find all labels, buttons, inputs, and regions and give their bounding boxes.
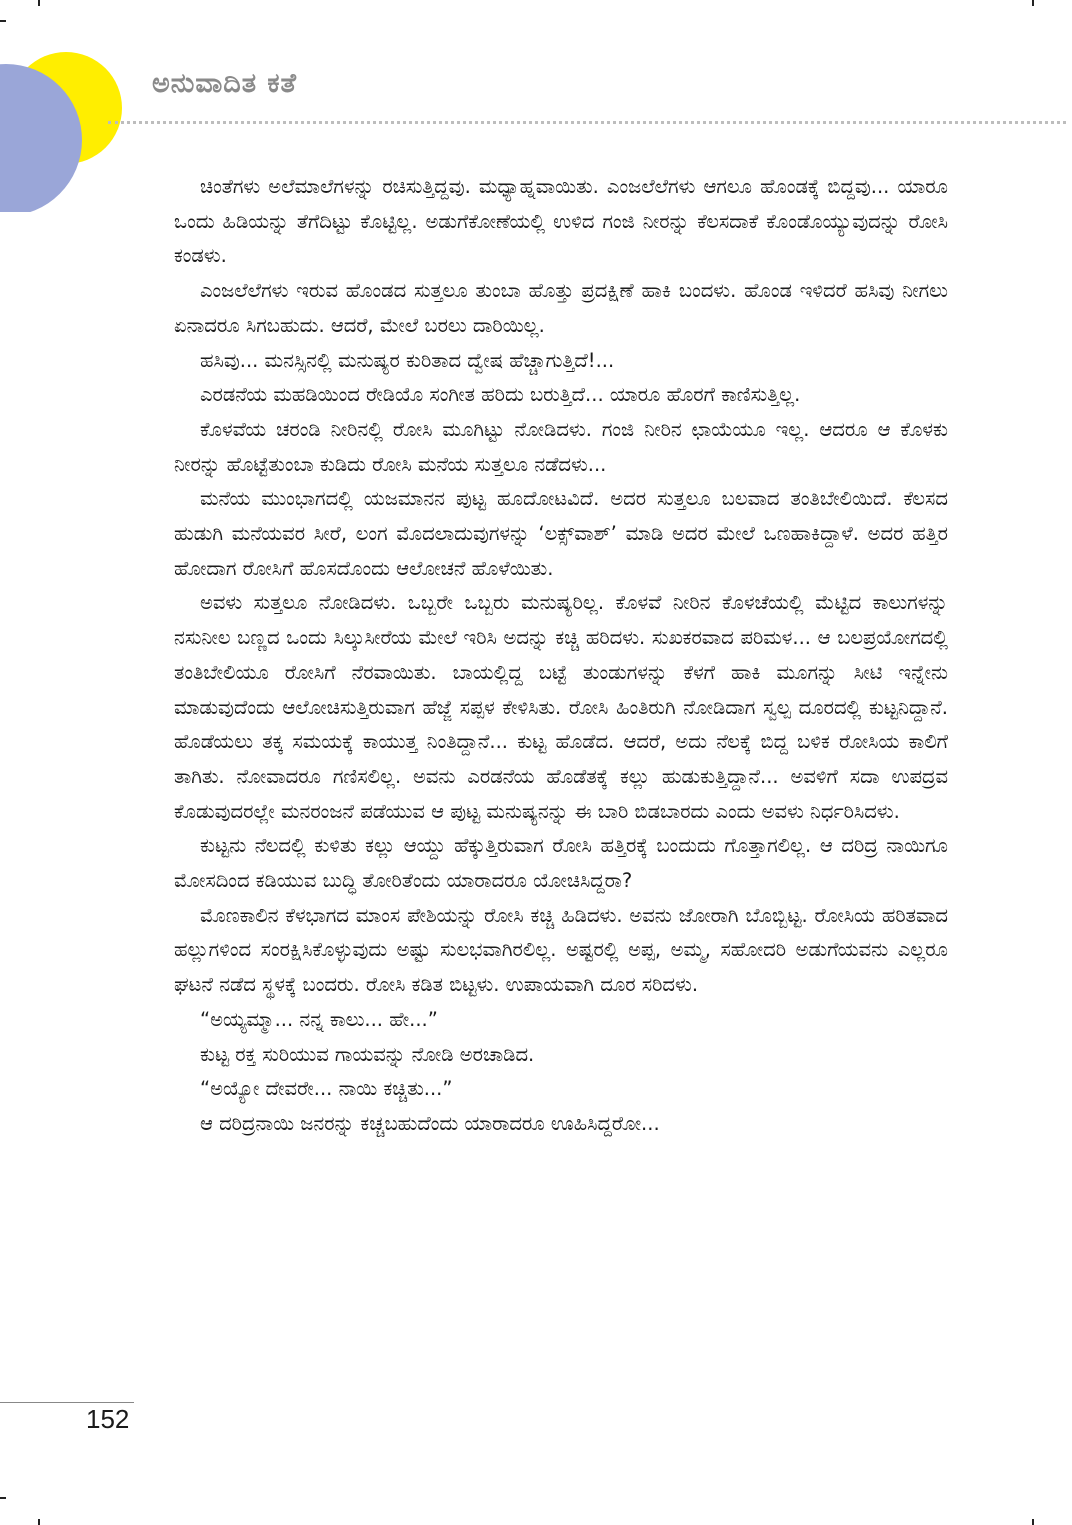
decorative-circles (0, 52, 140, 212)
story-body (174, 170, 948, 1142)
crop-mark-bottom-right (1032, 1519, 1034, 1525)
crop-mark-bottom-left (0, 1497, 6, 1499)
crop-mark-bottom-left-vertical (38, 1519, 40, 1525)
story-paragraph: ಅವಳು ಸುತ್ತಲೂ ನೋಡಿದಳು. ಒಬ್ಬರೇ ಒಬ್ಬರು ಮನುಷ್ಯರಿಲ್ಲ. ಕೊಳವೆ ನೀರಿನ ಕೊಳಚೆಯಲ್ಲಿ ಮೆಟ್ಟಿದ ಕಾಲುಗಳನ್ನು ನಸುನೀಲ ಬಣ್ಣದ ಒಂದು ಸಿಲ್ಕುಸೀರೆಯ ಮೇಲೆ ಇರಿಸಿ ಅದನ್ನು ಕಚ್ಚಿ ಹರಿದಳು. ಸುಖಕರವಾದ ಪರಿಮಳ... ಆ ಬಲಪ್ರಯೋಗದಲ್ಲಿ ತಂತಿಬೇಲಿಯೂ ರೋಸಿಗೆ ನೆರವಾಯಿತು. ಬಾಯಲ್ಲಿದ್ದ ಬಟ್ಟೆ ತುಂಡುಗಳನ್ನು ಕೆಳಗೆ ಹಾಕಿ ಮೂಗನ್ನು ಸೀಟಿ ಇನ್ನೇನು ಮಾಡುವುದೆಂದು ಆಲೋಚಿಸುತ್ತಿರುವಾಗ ಹೆಜ್ಜೆ ಸಪ್ಪಳ ಕೇಳಿಸಿತು. ರೋಸಿ ಹಿಂತಿರುಗಿ ನೋಡಿದಾಗ ಸ್ವಲ್ಪ ದೂರದಲ್ಲಿ ಕುಟ್ಟನಿದ್ದಾನೆ. ಹೊಡೆಯಲು ತಕ್ಕ ಸಮಯಕ್ಕೆ ಕಾಯುತ್ತ ನಿಂತಿದ್ದಾನೆ... ಕುಟ್ಟ ಹೊಡೆದ. ಆದರೆ, ಅದು ನೆಲಕ್ಕೆ ಬಿದ್ದ ಬಳಿಕ ರೋಸಿಯ ಕಾಲಿಗೆ ತಾಗಿತು. ನೋವಾದರೂ ಗಣಿಸಲಿಲ್ಲ. ಅವನು ಎರಡನೆಯ ಹೊಡೆತಕ್ಕೆ ಕಲ್ಲು ಹುಡುಕುತ್ತಿದ್ದಾನೆ... ಅವಳಿಗೆ ಸದಾ ಉಪದ್ರವ ಕೊಡುವುದರಲ್ಲೇ ಮನರಂಜನೆ ಪಡೆಯುವ ಆ ಪುಟ್ಟ ಮನುಷ್ಯನನ್ನು ಈ ಬಾರಿ ಬಿಡಬಾರದು ಎಂದು ಅವಳು ನಿರ್ಧರಿಸಿದಳು. (174, 591, 948, 823)
story-paragraph: ಎಂಜಲೆಲೆಗಳು ಇರುವ ಹೊಂಡದ ಸುತ್ತಲೂ ತುಂಬಾ ಹೊತ್ತು ಪ್ರದಕ್ಷಿಣೆ ಹಾಕಿ ಬಂದಳು. ಹೊಂಡ ಇಳಿದರೆ ಹಸಿವು ನೀಗಲು ಏನಾದರೂ ಸಿಗಬಹುದು. ಆದರೆ, ಮೇಲೆ ಬರಲು ದಾರಿಯಿಲ್ಲ. (174, 279, 948, 337)
story-paragraph: ಆ ದರಿದ್ರನಾಯಿ ಜನರನ್ನು ಕಚ್ಚಬಹುದೆಂದು ಯಾರಾದರೂ ಊಹಿಸಿದ್ದರೋ... (200, 1111, 660, 1135)
story-paragraph: ಮೊಣಕಾಲಿನ ಕೆಳಭಾಗದ ಮಾಂಸ ಪೇಶಿಯನ್ನು ರೋಸಿ ಕಚ್ಚಿ ಹಿಡಿದಳು. ಅವನು ಜೋರಾಗಿ ಬೊಬ್ಬಿಟ್ಟ. ರೋಸಿಯ ಹರಿತವಾದ ಹಲ್ಲುಗಳಿಂದ ಸಂರಕ್ಷಿಸಿಕೊಳ್ಳುವುದು ಅಷ್ಟು ಸುಲಭವಾಗಿರಲಿಲ್ಲ. ಅಷ್ಟರಲ್ಲಿ ಅಪ್ಪ, ಅಮ್ಮ, ಸಹೋದರಿ ಅಡುಗೆಯವನು ಎಲ್ಲರೂ ಘಟನೆ ನಡೆದ ಸ್ಥಳಕ್ಕೆ ಬಂದರು. ರೋಸಿ ಕಡಿತ ಬಿಟ್ಟಳು. ಉಪಾಯವಾಗಿ ದೂರ ಸರಿದಳು. (174, 903, 948, 997)
story-paragraph: ಕೊಳವೆಯ ಚರಂಡಿ ನೀರಿನಲ್ಲಿ ರೋಸಿ ಮೂಗಿಟ್ಟು ನೋಡಿದಳು. ಗಂಜಿ ನೀರಿನ ಛಾಯೆಯೂ ಇಲ್ಲ. ಆದರೂ ಆ ಕೊಳಕು ನೀರನ್ನು ಹೊಟ್ಟೆತುಂಬಾ ಕುಡಿದು ರೋಸಿ ಮನೆಯ ಸುತ್ತಲೂ ನಡೆದಳು... (174, 417, 948, 476)
page-number: 152 (86, 1404, 130, 1434)
story-paragraph: ಎರಡನೆಯ ಮಹಡಿಯಿಂದ ರೇಡಿಯೊ ಸಂಗೀತ ಹರಿದು ಬರುತ್ತಿದೆ... ಯಾರೂ ಹೊರಗೆ ಕಾಣಿಸುತ್ತಿಲ್ಲ. (200, 383, 801, 407)
story-paragraph: ಕುಟ್ಟ ರಕ್ತ ಸುರಿಯುವ ಗಾಯವನ್ನು ನೋಡಿ ಅರಚಾಡಿದ. (200, 1042, 535, 1066)
section-title: ಅನುವಾದಿತ ಕತೆ (152, 68, 297, 99)
story-paragraph: ಹಸಿವು... ಮನಸ್ಸಿನಲ್ಲಿ ಮನುಷ್ಯರ ಕುರಿತಾದ ದ್ವೇಷ ಹೆಚ್ಚಾಗುತ್ತಿದೆ!... (200, 348, 615, 372)
page-number-rule (0, 1402, 134, 1403)
story-paragraph: ಚಿಂತೆಗಳು ಅಲೆಮಾಲೆಗಳನ್ನು ರಚಿಸುತ್ತಿದ್ದವು. ಮಧ್ಯಾಹ್ನವಾಯಿತು. ಎಂಜಲೆಲೆಗಳು ಆಗಲೂ ಹೊಂಡಕ್ಕೆ ಬಿದ್ದವು... ಯಾರೂ ಒಂದು ಹಿಡಿಯನ್ನು ತೆಗೆದಿಟ್ಟು ಕೊಟ್ಟಿಲ್ಲ. ಅಡುಗೆಕೋಣೆಯಲ್ಲಿ ಉಳಿದ ಗಂಜಿ ನೀರನ್ನು ಕೆಲಸದಾಕೆ ಕೊಂಡೊಯ್ಯುವುದನ್ನು ರೋಸಿ ಕಂಡಳು. (174, 175, 948, 268)
crop-mark-top-left (0, 20, 6, 22)
crop-mark-top-left-vertical (38, 0, 40, 6)
dotted-divider (108, 121, 1066, 124)
dialogue-line: “ಅಯ್ಯಮ್ಮಾ... ನನ್ನ ಕಾಲು... ಹೇ...” (200, 1007, 438, 1031)
crop-mark-top-right (1032, 0, 1034, 6)
dialogue-line: “ಅಯ್ಯೋ ದೇವರೇ... ನಾಯಿ ಕಚ್ಚಿತು...” (200, 1077, 453, 1101)
story-paragraph: ಕುಟ್ಟನು ನೆಲದಲ್ಲಿ ಕುಳಿತು ಕಲ್ಲು ಆಯ್ದು ಹೆಕ್ಕುತ್ತಿರುವಾಗ ರೋಸಿ ಹತ್ತಿರಕ್ಕೆ ಬಂದುದು ಗೊತ್ತಾಗಲಿಲ್ಲ. ಆ ದರಿದ್ರ ನಾಯಿಗೂ ಮೋಸದಿಂದ ಕಡಿಯುವ ಬುದ್ಧಿ ತೋರಿತೆಂದು ಯಾರಾದರೂ ಯೋಚಿಸಿದ್ದರಾ? (174, 834, 948, 893)
story-paragraph: ಮನೆಯ ಮುಂಭಾಗದಲ್ಲಿ ಯಜಮಾನನ ಪುಟ್ಟ ಹೂದೋಟವಿದೆ. ಅದರ ಸುತ್ತಲೂ ಬಲವಾದ ತಂತಿಬೇಲಿಯಿದೆ. ಕೆಲಸದ ಹುಡುಗಿ ಮನೆಯವರ ಸೀರೆ, ಲಂಗ ಮೊದಲಾದುವುಗಳನ್ನು ‘ಲಕ್ಸ್‌ವಾಶ್’ ಮಾಡಿ ಅದರ ಮೇಲೆ ಒಣಹಾಕಿದ್ದಾಳೆ. ಅದರ ಹತ್ತಿರ ಹೋದಾಗ ರೋಸಿಗೆ ಹೊಸದೊಂದು ಆಲೋಚನೆ ಹೊಳೆಯಿತು. (174, 487, 948, 580)
